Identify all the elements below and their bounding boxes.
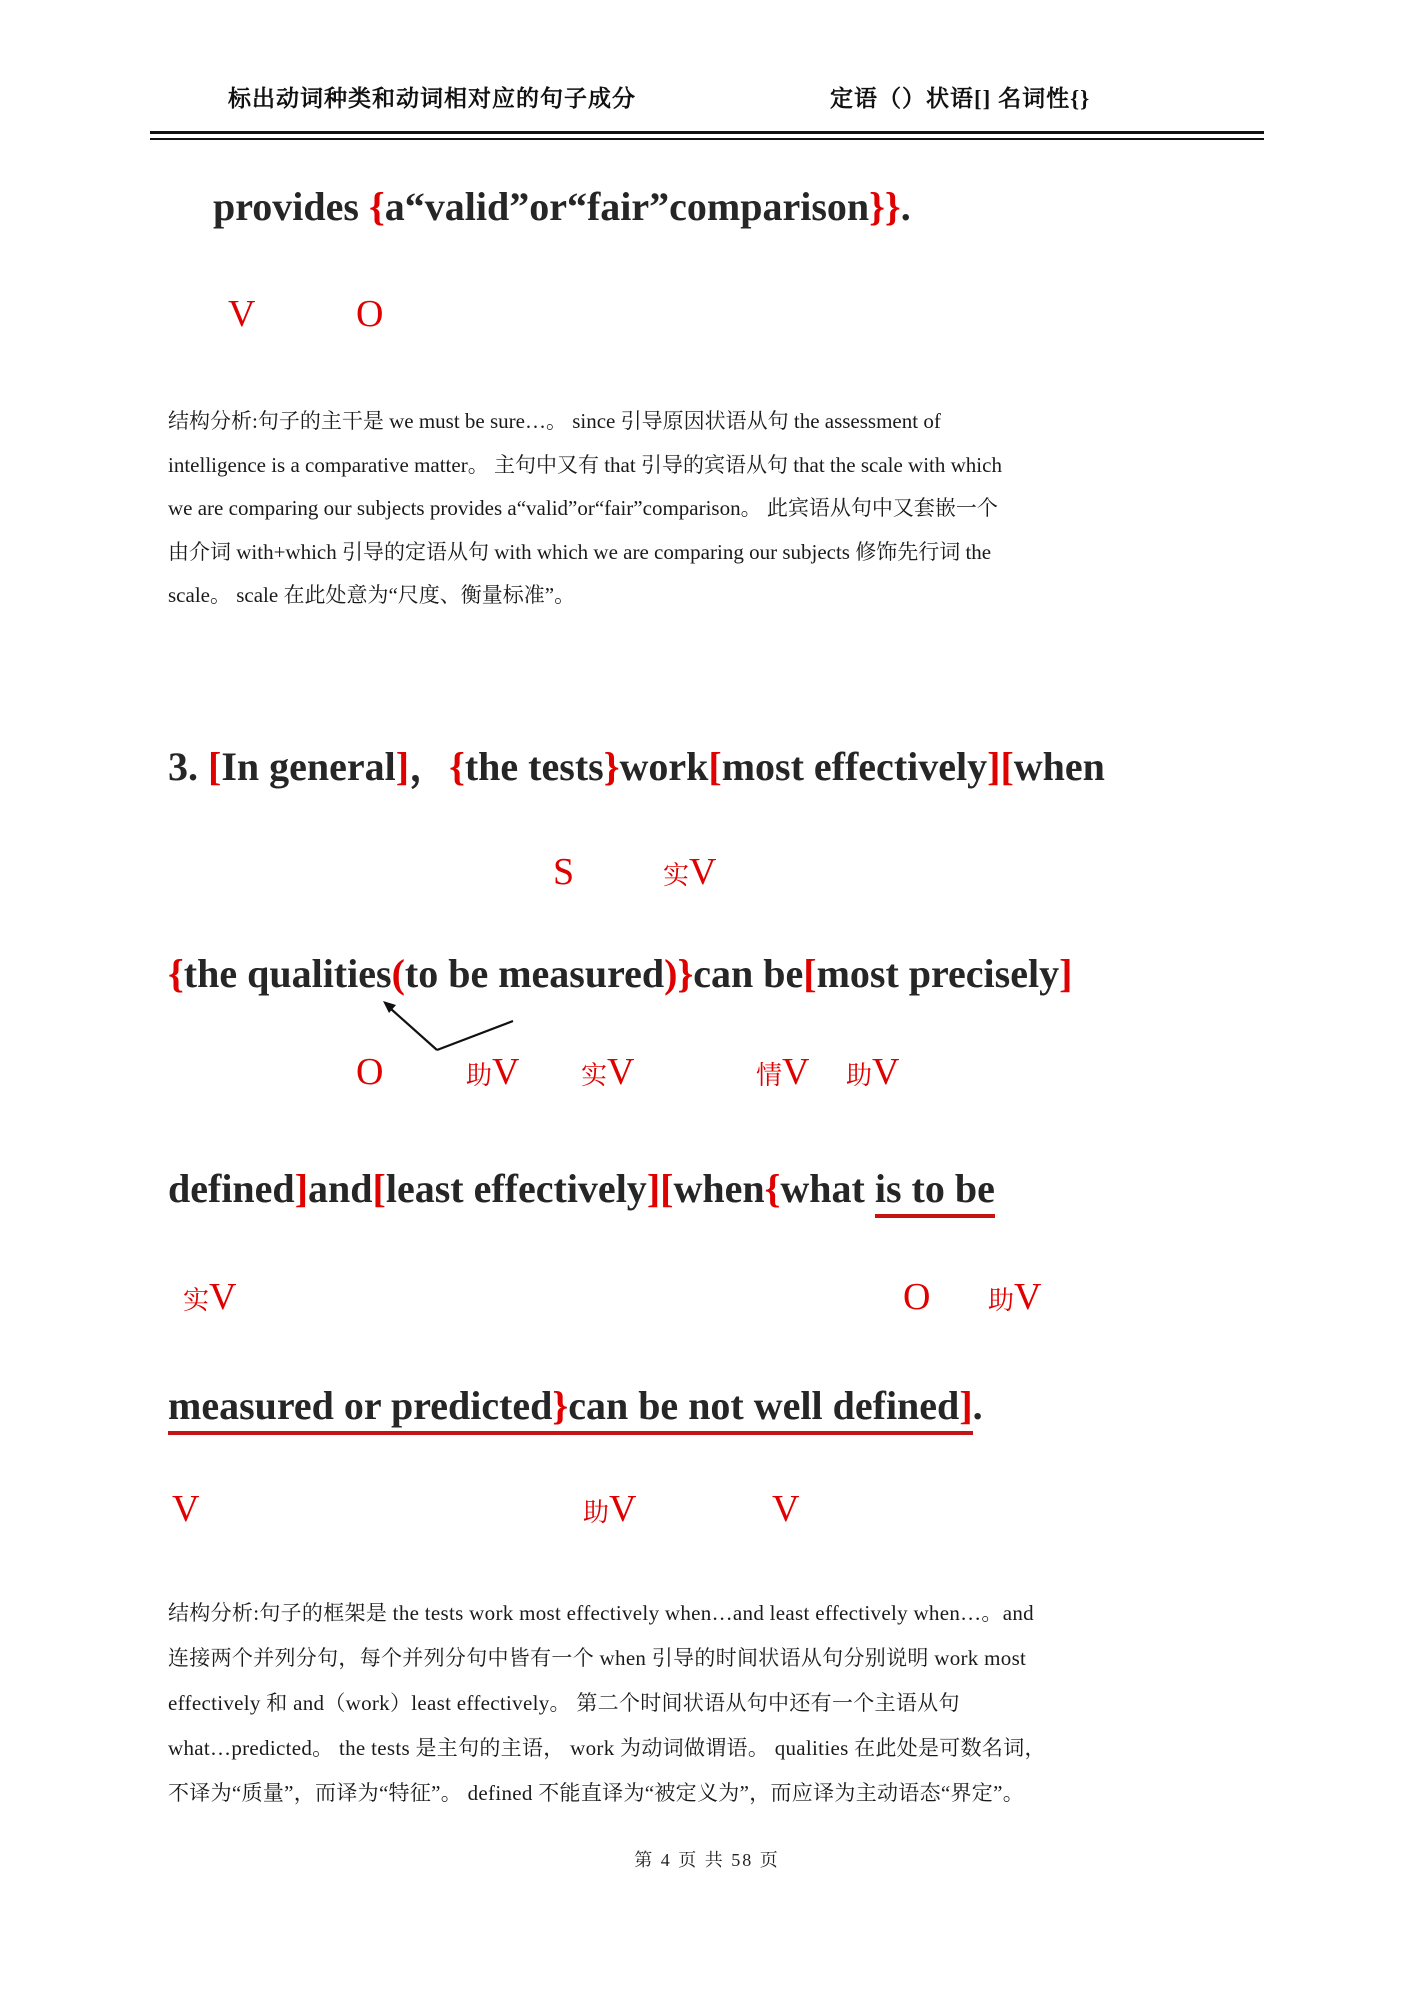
- sentence-segment: can be not well defined: [568, 1383, 959, 1435]
- sentence-segment: }: [603, 744, 620, 789]
- sentence-segment: measured or predicted: [168, 1383, 552, 1435]
- sentence-segment: provides: [213, 184, 369, 229]
- modal-verb-label: [756, 1050, 809, 1094]
- sentence3-line-1: [168, 735, 1105, 792]
- sentence-segment: }: [677, 951, 694, 996]
- sentence-segment: can be: [693, 951, 804, 996]
- sentence-segment: In general: [221, 744, 396, 789]
- object-letter: O: [356, 1051, 384, 1093]
- sentence-segment: ]: [959, 1383, 972, 1435]
- verb-letter: V: [492, 1051, 520, 1093]
- sentence-segment: to be measured: [404, 951, 665, 996]
- sentence-segment: is to be: [875, 1166, 995, 1218]
- structure-analysis-1: [168, 400, 1002, 618]
- verb-label: [228, 292, 255, 336]
- verb-letter: V: [772, 1488, 800, 1530]
- sentence-segment: .: [972, 1383, 983, 1428]
- header-right-legend: 定语（）状语[] 名词性{}: [830, 86, 1091, 111]
- verb-letter: V: [607, 1051, 635, 1093]
- content-verb-label: [581, 1050, 634, 1094]
- verb-letter: V: [1014, 1276, 1042, 1318]
- sentence-segment: (: [391, 951, 405, 996]
- content-verb-label: [183, 1275, 236, 1319]
- sentence-segment: ]: [294, 1166, 309, 1211]
- aux-verb-label: [466, 1050, 519, 1094]
- content-verb-prefix: 实: [183, 1286, 210, 1315]
- sentence-segment: and: [308, 1166, 373, 1211]
- object-letter: O: [356, 293, 384, 335]
- object-label: [356, 292, 383, 336]
- object-letter: O: [903, 1276, 931, 1318]
- sentence-segment: {: [764, 1166, 781, 1211]
- header-rule: [150, 131, 1264, 140]
- sentence-segment: defined: [168, 1166, 295, 1211]
- sentence-segment: most precisely: [816, 951, 1060, 996]
- sentence-segment: [: [803, 951, 817, 996]
- sentence-segment: ]: [987, 744, 1001, 789]
- aux-verb-prefix: 助: [988, 1286, 1015, 1315]
- analysis-line: 连接两个并列分句，每个并列分句中皆有一个 when 引导的时间状语从句分别说明 work most: [168, 1646, 1027, 1670]
- sentence-segment: when: [673, 1166, 765, 1211]
- aux-verb-prefix: 助: [466, 1061, 493, 1090]
- sentence-segment: {: [449, 744, 465, 789]
- sentence-segment: work: [619, 744, 709, 789]
- verb-letter: V: [782, 1051, 810, 1093]
- sentence-segment: what: [780, 1166, 875, 1211]
- sentence-segment: [: [208, 744, 222, 789]
- sentence3-line-2: [168, 950, 1072, 997]
- verb-letter: V: [689, 851, 717, 893]
- sentence3-line-3: [168, 1165, 995, 1212]
- sentence-segment: [: [660, 1166, 674, 1211]
- analysis-line: 由介词 with+which 引导的定语从句 with which we are comparing our subjects 修饰先行词 the: [168, 539, 992, 564]
- sentence-segment: ，: [409, 744, 450, 789]
- sentence2-main-line: [213, 183, 911, 230]
- structure-analysis-2: [168, 1591, 1046, 1816]
- sentence-segment: {: [168, 951, 184, 996]
- analysis-line: 不译为“质量”，而译为“特征”。 defined 不能直译为“被定义为”，而应译为主动语态“界定”。: [168, 1781, 1025, 1805]
- analysis-line: 结构分析:句子的主干是 we must be sure…。 since 引导原因状语从句 the assessment of: [168, 409, 941, 433]
- content-verb-prefix: 实: [581, 1061, 608, 1090]
- content-verb-label: [663, 850, 716, 894]
- analysis-line: effectively 和 and（work）least effectively。 第二个时间状语从句中还有一个主语从句: [168, 1691, 960, 1715]
- subject-label: [553, 850, 574, 894]
- aux-verb-label: [988, 1275, 1041, 1319]
- analysis-line: intelligence is a comparative matter。 主句中又有 that 引导的宾语从句 that the scale with which: [168, 452, 1002, 477]
- verb-letter: V: [609, 1488, 637, 1530]
- sentence-segment: 3.: [168, 744, 208, 789]
- aux-verb-label: [846, 1050, 899, 1094]
- aux-verb-label: [583, 1487, 636, 1531]
- sentence-segment: }: [552, 1383, 568, 1435]
- analysis-line: we are comparing our subjects provides a“valid”or“fair”comparison。 此宾语从句中又套嵌一个: [168, 496, 998, 520]
- verb-letter: V: [172, 1488, 200, 1530]
- analysis-line: what…predicted。 the tests 是主句的主语， work 为动词做谓语。 qualities 在此处是可数名词，: [168, 1736, 1046, 1760]
- subject-letter: S: [553, 851, 575, 893]
- sentence-segment: most effectively: [721, 744, 988, 789]
- aux-verb-prefix: 助: [583, 1498, 610, 1527]
- sentence-segment: ]: [395, 744, 410, 789]
- sentence-segment: ]: [646, 1166, 661, 1211]
- object-label: [356, 1050, 383, 1094]
- analysis-line: scale。 scale 在此处意为“尺度、衡量标准”。: [168, 583, 576, 607]
- analysis-line: 结构分析:句子的框架是 the tests work most effectively when…and least effectively when…。and: [168, 1601, 1034, 1625]
- verb-label: [172, 1487, 199, 1531]
- sentence-segment: a“valid”or“fair”comparison: [384, 184, 870, 229]
- sentence3-line-4: [168, 1382, 983, 1429]
- modal-verb-prefix: 情: [756, 1061, 783, 1090]
- page-footer: 第 4 页 共 58 页: [634, 1850, 780, 1870]
- aux-verb-prefix: 助: [846, 1061, 873, 1090]
- sentence-segment: .: [900, 184, 911, 229]
- verb-label: [772, 1487, 799, 1531]
- object-label: [903, 1275, 930, 1319]
- sentence-segment: }}: [869, 184, 901, 229]
- sentence-segment: {: [368, 184, 385, 229]
- sentence-segment: the qualities: [183, 951, 392, 996]
- sentence-segment: when: [1013, 744, 1105, 789]
- verb-letter: V: [872, 1051, 900, 1093]
- verb-letter: V: [209, 1276, 237, 1318]
- verb-letter: V: [228, 293, 256, 335]
- sentence-segment: the tests: [464, 744, 604, 789]
- sentence-segment: [: [708, 744, 722, 789]
- header-left-instruction: 标出动词种类和动词相对应的句子成分: [228, 86, 636, 111]
- sentence-segment: [: [372, 1166, 386, 1211]
- sentence-segment: least effectively: [385, 1166, 647, 1211]
- sentence-segment: ]: [1059, 951, 1073, 996]
- sentence-segment: ): [664, 951, 678, 996]
- content-verb-prefix: 实: [663, 861, 690, 890]
- sentence-segment: [: [1000, 744, 1014, 789]
